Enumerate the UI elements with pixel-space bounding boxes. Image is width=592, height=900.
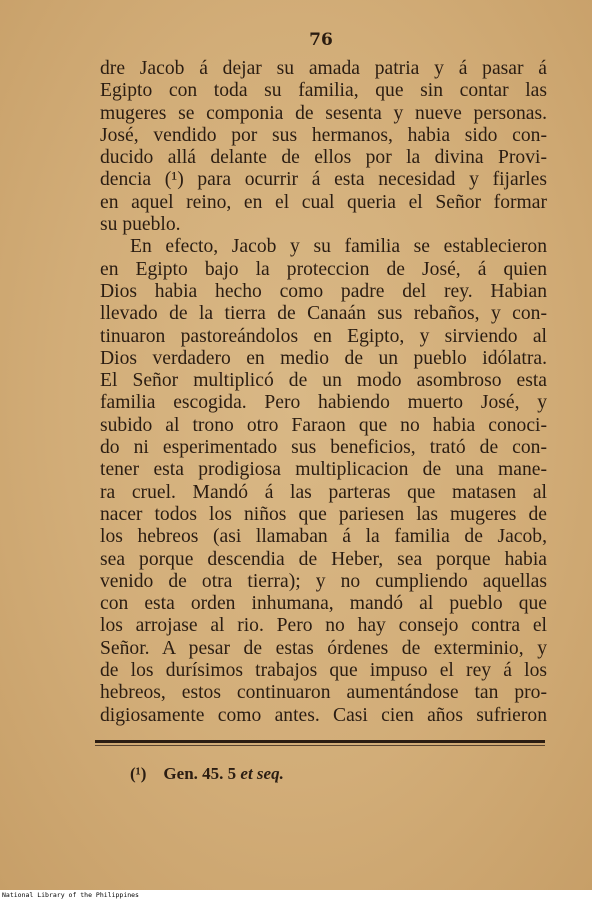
- footnote-suffix: et seq.: [240, 764, 284, 783]
- footnote-marker: (¹): [130, 764, 147, 783]
- text-line: nacer todos los niños que pariesen las mugeres de: [100, 503, 547, 525]
- text-line: Señor. A pesar de estas órdenes de exterminio, y: [100, 637, 547, 659]
- text-line: tinuaron pastoreándolos en Egipto, y sirviendo al: [100, 325, 547, 347]
- text-line: ra cruel. Mandó á las parteras que matasen al: [100, 481, 547, 503]
- text-line: Dios verdadero en medio de un pueblo idólatra.: [100, 347, 547, 369]
- text-line: Dios habia hecho como padre del rey. Habian: [100, 280, 547, 302]
- text-line: dencia (¹) para ocurrir á esta necesidad y fijarles: [100, 169, 547, 191]
- text-line: sea porque descendia de Heber, sea porque habia: [100, 548, 547, 570]
- text-line: venido de otra tierra); y no cumpliendo aquellas: [100, 570, 547, 592]
- text-line: su pueblo.: [100, 214, 181, 236]
- text-line: familia escogida. Pero habiendo muerto José, y: [100, 392, 547, 414]
- text-line: En efecto, Jacob y su familia se establecieron: [130, 236, 547, 258]
- footnote-divider: [95, 740, 545, 743]
- text-line: digiosamente como antes. Casi cien años sufrieron: [100, 704, 547, 726]
- body-text: [100, 58, 547, 727]
- text-line: ducido allá delante de ellos por la divina Provi-: [100, 147, 547, 169]
- text-line: los arrojase al rio. Pero no hay consejo contra el: [100, 615, 547, 637]
- text-line: do ni esperimentado sus beneficios, trató de con-: [100, 437, 547, 459]
- text-line: llevado de la tierra de Canaán sus rebaños, y con-: [100, 303, 547, 325]
- text-line: de los durísimos trabajos que impuso el rey á los: [100, 660, 547, 682]
- text-line: mugeres se componia de sesenta y nueve personas.: [100, 102, 547, 124]
- text-line: El Señor multiplicó de un modo asombroso esta: [100, 370, 547, 392]
- text-line: con esta orden inhumana, mandó al pueblo que: [100, 593, 547, 615]
- footnote: [130, 764, 284, 784]
- text-line: los hebreos (asi llamaban á la familia de Jacob,: [100, 526, 547, 548]
- text-line: en Egipto bajo la proteccion de José, á quien: [100, 258, 547, 280]
- footnote-divider-thin: [95, 745, 545, 746]
- text-line: hebreos, estos continuaron aumentándose tan pro-: [100, 682, 547, 704]
- text-line: Egipto con toda su familia, que sin contar las: [100, 80, 547, 102]
- text-line: José, vendido por sus hermanos, habia sido con-: [100, 124, 547, 146]
- text-line: subido al trono otro Faraon que no habia conoci-: [100, 414, 547, 436]
- text-line: dre Jacob á dejar su amada patria y á pasar á: [100, 58, 547, 79]
- library-credit: National Library of the Philippines: [2, 891, 139, 899]
- footnote-reference: Gen. 45. 5: [163, 764, 237, 783]
- text-line: en aquel reino, en el cual queria el Señor formar: [100, 191, 547, 213]
- text-line: tener esta prodigiosa multiplicacion de una mane-: [100, 459, 547, 481]
- page-number: 76: [309, 30, 333, 50]
